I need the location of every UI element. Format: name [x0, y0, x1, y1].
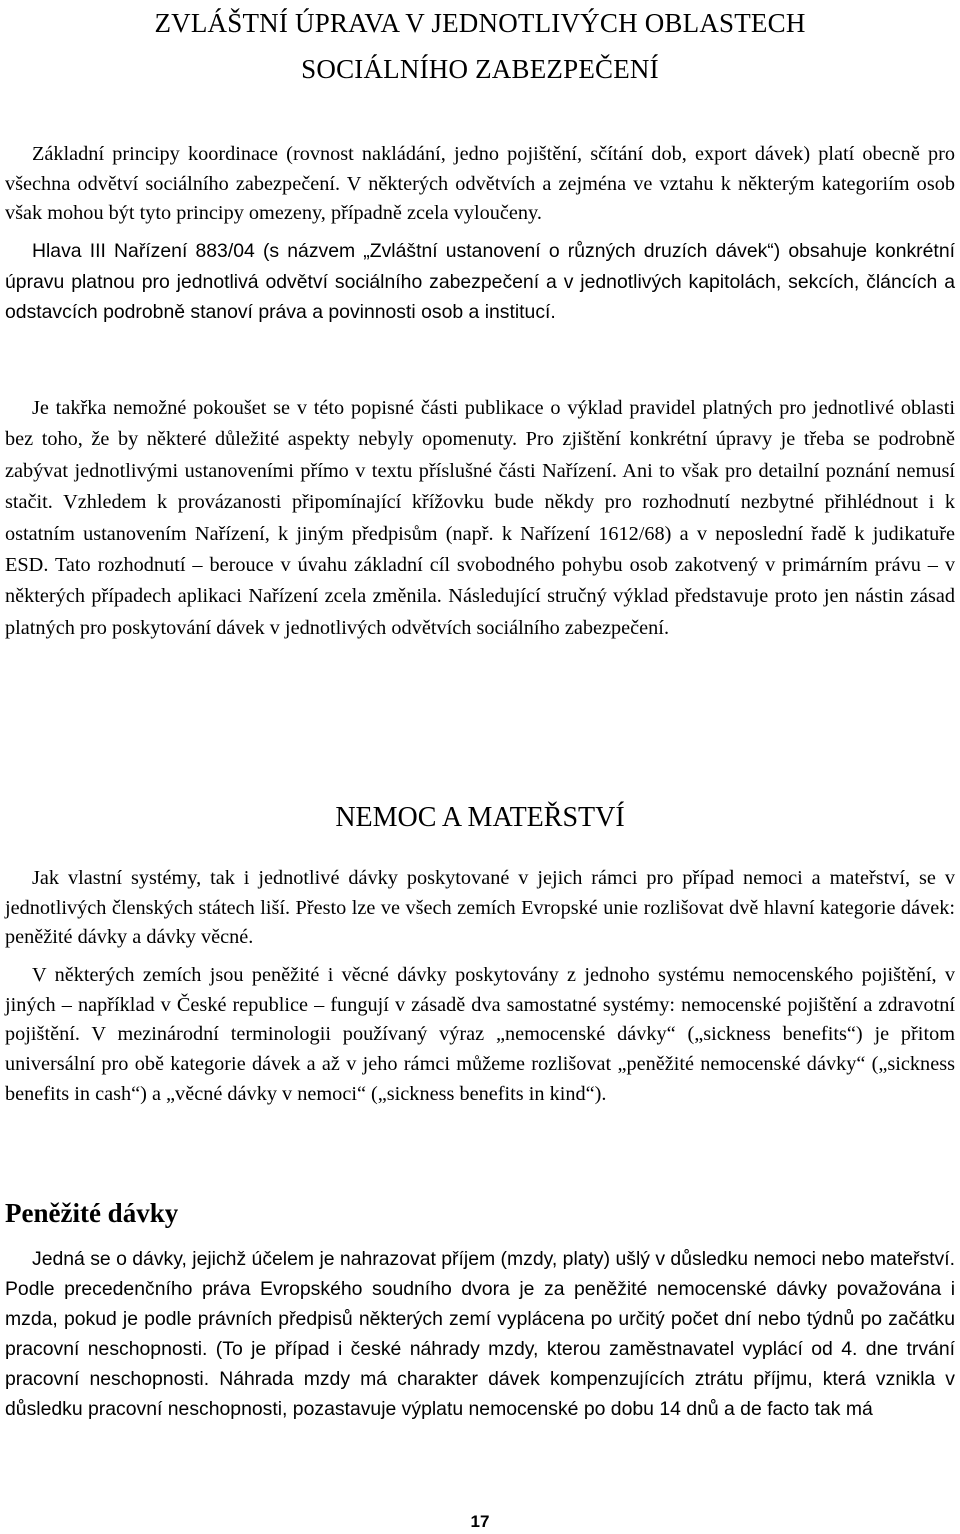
- paragraph-terminology: V některých zemích jsou peněžité i věcné dávky poskytovány z jednoho systému nemocenského pojištění, v jiných – například v České republice – fungují v zásadě dva samostatné systémy: nemocenské pojištění a zdravotní pojištění. V mezinárodní terminologii používaný výraz „nemocenské dávky“ („sickness benefits“) je přitom universální pro obě kategorie dávek a až v jeho rámci můžeme rozlišovat „peněžité nemocenské dávky“ („sickness benefits in cash“) a „věcné dávky v nemoci“ („sickness benefits in kind“).: [5, 964, 955, 1105]
- section-title-sickness-maternity: NEMOC A MATEŘSTVÍ: [335, 802, 625, 833]
- paragraph-interpretation: Je takřka nemožné pokoušet se v této popisné části publikace o výklad pravidel platných pro jednotlivé oblasti bez toho, že by některé důležité aspekty nebyly opomenuty. Pro zjištění konkrétní úpravy je třeba se podrobně zabývat jednotlivými ustanoveními přímo v textu příslušné části Nařízení. Ani to však pro detailní poznání nemusí stačit. Vzhledem k provázanosti připomínající křížovku bude někdy pro rozhodnutí nezbytné přihlédnout i k ostatním ustanovením Nařízení, k jiným předpisům (např. k Nařízení 1612/68) a v neposlední řadě k judikatuře ESD. Tato rozhodnutí – berouce v úvahu základní cíl svobodného pohybu osob zakotvený v primárním právu – v některých případech aplikaci Nařízení zcela změnila. Následující stručný výklad představuje proto jen nástin zásad platných pro poskytování dávek v jednotlivých odvětvích sociálního zabezpečení.: [5, 397, 955, 639]
- document-title-line-1: ZVLÁŠTNÍ ÚPRAVA V JEDNOTLIVÝCH OBLASTECH: [154, 8, 806, 38]
- subsection-title-cash-benefits: Peněžité dávky: [5, 1198, 179, 1228]
- paragraph-cash-benefits: Jedná se o dávky, jejichž účelem je nahrazovat příjem (mzdy, platy) ušlý v důsledku nemoci nebo mateřství. Podle precedenčního práva Evropského soudního dvora je za peněžité nemocenské dávky považována i mzda, pokud je podle právních předpisů některých zemí vyplácena po určitý počet dní nebo týdnů po začátku pracovní neschopnosti. (To je případ i české náhrady mzdy, kterou zaměstnavatel vyplácí od 4. dne trvání pracovní neschopnosti. Náhrada mzdy má charakter dávek kompenzujících ztrátu příjmu, která vznikla v důsledku pracovní neschopnosti, pozastavuje výplatu nemocenské po dobu 14 dnů a de facto tak má: [5, 1248, 955, 1420]
- document-title-line-2: SOCIÁLNÍHO ZABEZPEČENÍ: [301, 54, 659, 84]
- page-number: 17: [470, 1512, 490, 1531]
- paragraph-intro-principles: Základní principy koordinace (rovnost nakládání, jedno pojištění, sčítání dob, export dávek) platí obecně pro všechna odvětví sociálního zabezpečení. V některých odvětvích a zejména ve vztahu k některým kategoriím osob však mohou být tyto principy omezeny, případně zcela vyloučeny.: [5, 143, 955, 225]
- paragraph-hlava-iii: Hlava III Nařízení 883/04 (s názvem „Zvláštní ustanovení o různých druzích dávek“) obsahuje konkrétní úpravu platnou pro jednotlivá odvětví sociálního zabezpečení a v jednotlivých kapitolách, sekcích, článcích a odstavcích podrobně stanoví práva a povinnosti osob a institucí.: [5, 240, 955, 323]
- document-title: [0, 0, 960, 92]
- paragraph-systems-differ: Jak vlastní systémy, tak i jednotlivé dávky poskytované v jejich rámci pro případ nemoci a mateřství, se v jednotlivých členských státech liší. Přesto lze ve všech zemích Evropské unie rozlišovat dvě hlavní kategorie dávek: peněžité dávky a dávky věcné.: [5, 867, 955, 949]
